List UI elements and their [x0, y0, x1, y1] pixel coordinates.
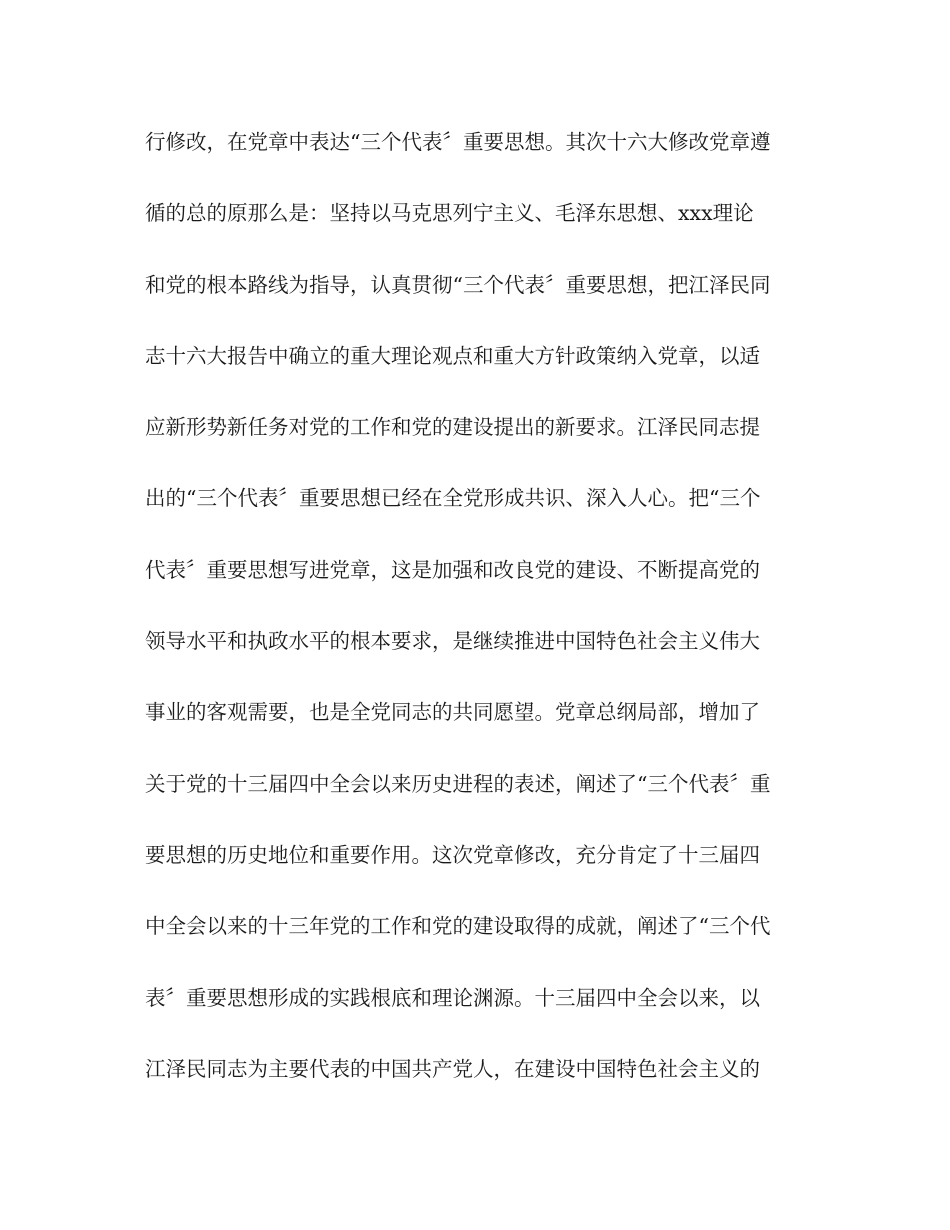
- text-line: 中全会以来的十三年党的工作和党的建设取得的成就，阐述了“三个代: [145, 914, 771, 939]
- text-line: 江泽民同志为主要代表的中国共产党人，在建设中国特色社会主义的: [145, 1056, 760, 1081]
- text-line: 领导水平和执政水平的根本要求，是继续推进中国特色社会主义伟大: [145, 629, 760, 654]
- text-line: 关于党的十三届四中全会以来历史进程的表述，阐述了“三个代表〞重: [145, 771, 771, 796]
- text-line: 行修改，在党章中表达“三个代表〞重要思想。其次十六大修改党章遵: [145, 130, 771, 154]
- text-line: 和党的根本路线为指导，认真贯彻“三个代表〞重要思想，把江泽民同: [145, 272, 771, 297]
- text-line: 应新形势新任务对党的工作和党的建设提出的新要求。江泽民同志提: [145, 415, 760, 440]
- text-line: 志十六大报告中确立的重大理论观点和重大方针政策纳入党章，以适: [145, 343, 760, 368]
- text-line: 循的总的原那么是：坚持以马克思列宁主义、毛泽东思想、xxx理论: [145, 201, 754, 226]
- text-line: 事业的客观需要，也是全党同志的共同愿望。党章总纲局部，增加了: [145, 700, 760, 725]
- text-line: 要思想的历史地位和重要作用。这次党章修改，充分肯定了十三届四: [145, 842, 760, 867]
- text-line: 代表〞重要思想写进党章，这是加强和改良党的建设、不断提高党的: [145, 557, 760, 582]
- text-line: 出的“三个代表〞重要思想已经在全党形成共识、深入人心。把“三个: [145, 486, 761, 511]
- body-text: [145, 118, 825, 1116]
- text-line: 表〞重要思想形成的实践根底和理论渊源。十三届四中全会以来，以: [145, 985, 760, 1010]
